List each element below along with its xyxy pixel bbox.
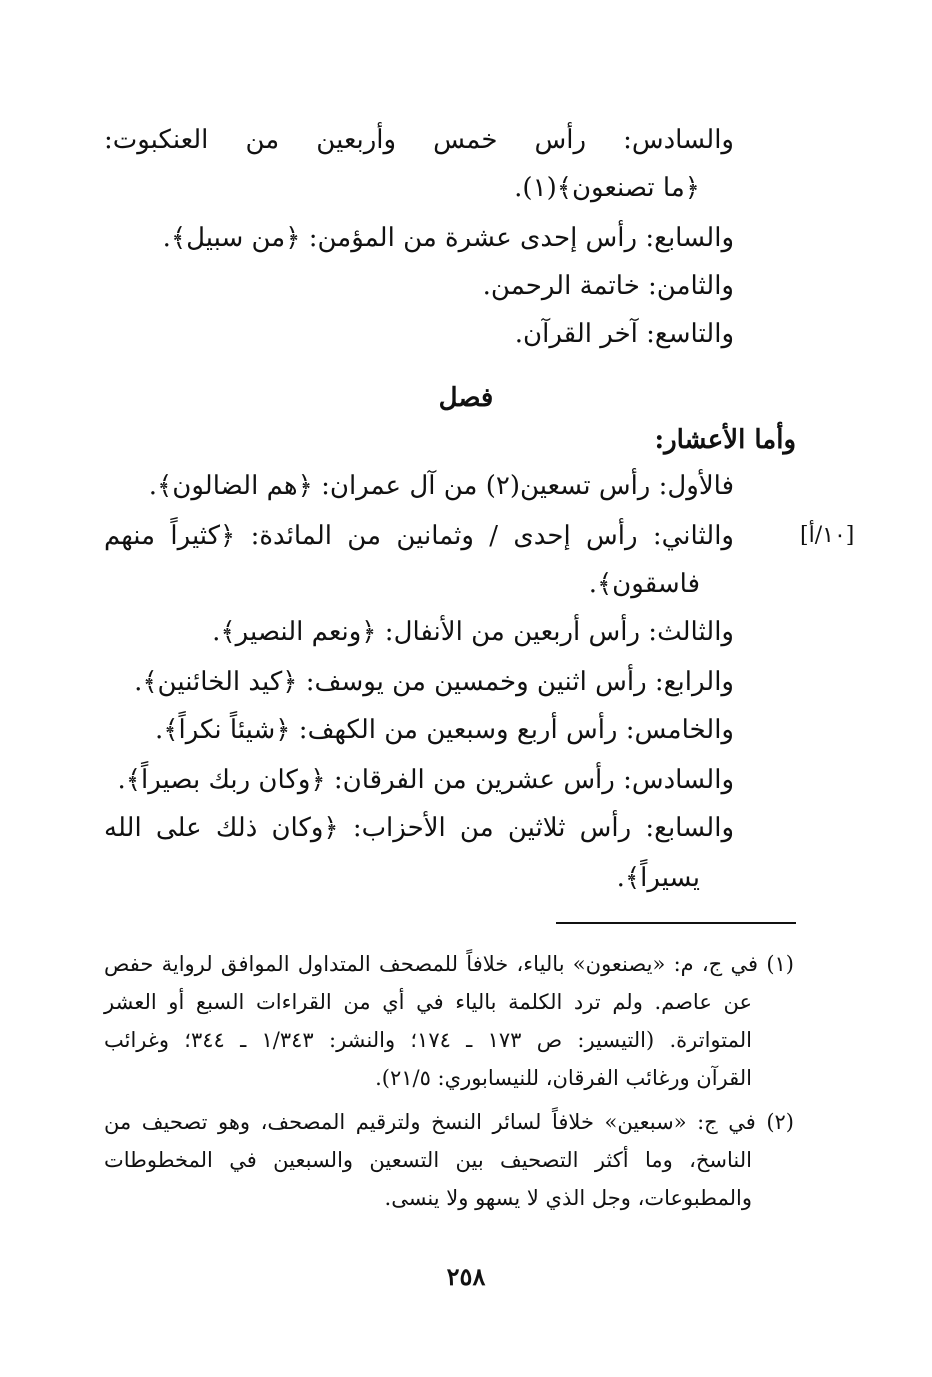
tenth-line: يسيراً﴾. [616, 863, 700, 893]
tenth-line: والسادس: رأس عشرين من الفرقان: ﴿وكان ربك بصيراً﴾. [117, 765, 734, 795]
section-title: فصل [438, 383, 494, 413]
body-line: ﴿ما تصنعون﴾(١). [514, 173, 700, 203]
page-number: ٢٥٨ [446, 1262, 486, 1291]
tenth-line: والخامس: رأس أربع وسبعين من الكهف: ﴿شيئاً نكراً﴾. [154, 715, 734, 745]
footnote-line: القرآن ورغائب الفرقان، للنيسابوري: ٢١/٥). [375, 1066, 752, 1090]
tenth-line: فالأول: رأس تسعين(٢) من آل عمران: ﴿هم الضالون﴾. [148, 471, 734, 501]
body-line: والسابع: رأس إحدى عشرة من المؤمن: ﴿من سبيل﴾. [162, 223, 734, 253]
footnote-line: الناسخ، وما أكثر التصحيف بين التسعين والسبعين في المخطوطات [104, 1148, 752, 1172]
footnote-line: والمطبوعات، وجل الذي لا يسهو ولا ينسى. [384, 1186, 752, 1210]
tenth-line: والثاني: رأس إحدى / وثمانين من المائدة: ﴿كثيراً منهم [104, 521, 734, 551]
folio-margin-note: [١٠/أ] [800, 523, 855, 548]
footnote-divider [556, 922, 796, 924]
body-line: والتاسع: آخر القرآن. [514, 319, 734, 349]
body-line: والسادس: رأس خمس وأربعين من العنكبوت: [104, 125, 734, 155]
footnote-line: المتواترة. (التيسير: ص ١٧٣ ـ ١٧٤؛ والنشر: ١/٣٤٣ ـ ٣٤٤؛ وغرائب [104, 1028, 752, 1052]
tenth-line: فاسقون﴾. [588, 569, 700, 599]
footnote-line: (١) في ج، م: «يصنعون» بالياء، خلافاً للمصحف المتداول الموافق لرواية حفص [104, 952, 794, 976]
tenth-line: والثالث: رأس أربعين من الأنفال: ﴿ونعم النصير﴾. [212, 617, 734, 647]
footnote-line: عن عاصم. ولم ترد الكلمة بالياء في أي من القراءات السبع أو العشر [104, 990, 752, 1014]
tenth-line: والرابع: رأس اثنين وخمسين من يوسف: ﴿كيد الخائنين﴾. [134, 667, 734, 697]
body-line: والثامن: خاتمة الرحمن. [482, 271, 734, 301]
tenth-line: والسابع: رأس ثلاثين من الأحزاب: ﴿وكان ذلك على الله [104, 813, 734, 843]
subheading: وأما الأعشار: [654, 425, 796, 455]
footnote-line: (٢) في ج: «سبعين» خلافاً لسائر النسخ ولترقيم المصحف، وهو تصحيف من [104, 1110, 794, 1134]
